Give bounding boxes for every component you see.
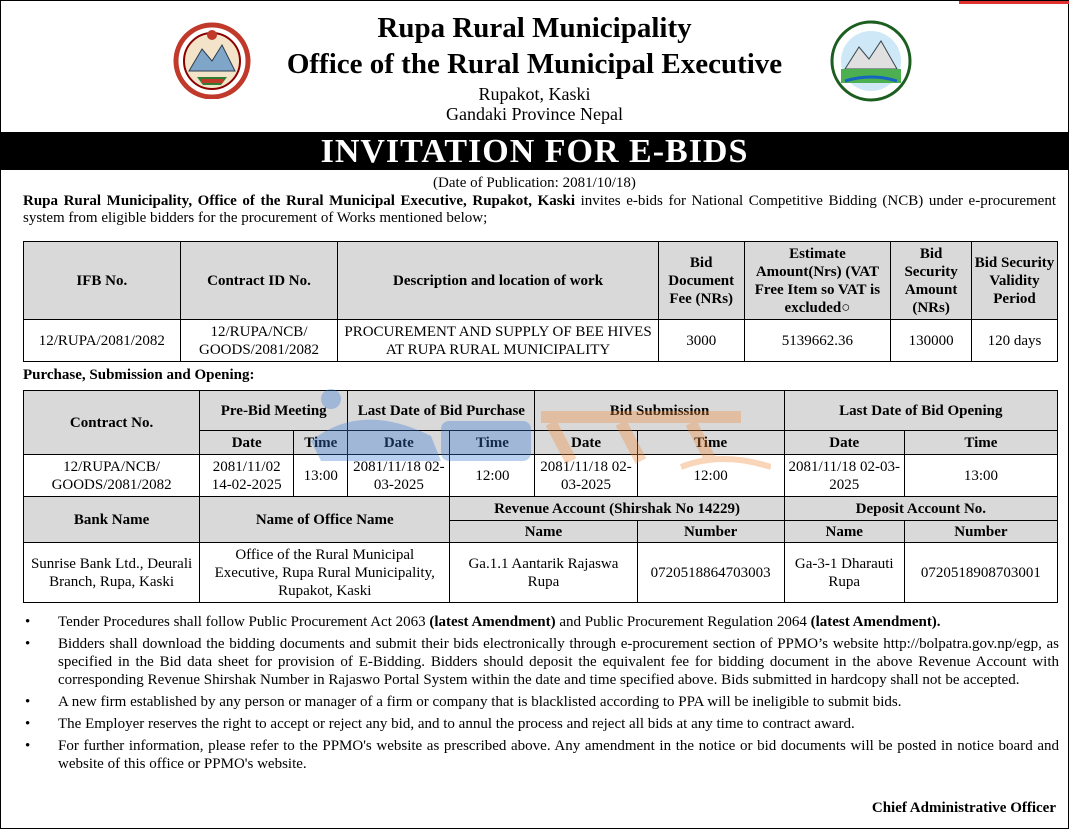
- rupa-municipality-logo-icon: [827, 19, 915, 103]
- col-prebid: Pre-Bid Meeting: [200, 391, 348, 431]
- cell-revenue-number: 0720518864703003: [637, 543, 784, 603]
- cell-opening-date: 2081/11/18 02-03-2025: [784, 455, 904, 497]
- cell-security: 130000: [891, 320, 972, 362]
- office-province: Gandaki Province Nepal: [446, 104, 623, 124]
- intro-paragraph: [1, 193, 1068, 227]
- cell-ifb: 12/RUPA/2081/2082: [24, 320, 181, 362]
- ifb-table: [23, 241, 1058, 362]
- cell-prebid-date: 2081/11/02 14-02-2025: [200, 455, 294, 497]
- cell-purchase-date: 2081/11/18 02-03-2025: [348, 455, 450, 497]
- col-purchase-date: Date: [348, 431, 450, 455]
- municipality-name: Rupa Rural Municipality: [377, 12, 692, 44]
- cell-deposit-number: 0720518908703001: [904, 543, 1057, 603]
- intro-text: invites e-bids for National Competitive Bidding (NCB) under e-procurement system from eligible bidders for the procurement of Works mentioned below;: [23, 193, 1056, 226]
- cell-validity: 120 days: [972, 320, 1058, 362]
- cell-revenue-name: Ga.1.1 Aantarik Rajaswa Rupa: [450, 543, 637, 603]
- signature-title: Chief Administrative Officer: [871, 800, 1056, 816]
- col-deposit-name: Name: [784, 521, 904, 543]
- cell-submission-time: 12:00: [637, 455, 784, 497]
- col-opening-time: Time: [904, 431, 1057, 455]
- col-submission-date: Date: [535, 431, 637, 455]
- cell-estimate: 5139662.36: [744, 320, 891, 362]
- notice-title-banner: INVITATION FOR E-BIDS: [1, 132, 1068, 170]
- list-item: • For further information, please refer to the PPMO's website as prescribed above. Any amendment in the notice or bid documents will be posted in notice board and website of this office or PPMO's website.: [23, 737, 1059, 773]
- col-fee: Bid Document Fee (NRs): [658, 242, 744, 320]
- col-estimate: Estimate Amount(Nrs) (VAT Free Item so VAT is excluded○: [744, 242, 891, 320]
- list-item: • Bidders shall download the bidding documents and submit their bids electronically through e-procurement section of PPMO’s website http://bolpatra.gov.np/egp, as specified in the Bid data sheet for provision of E-Bidding. Bidders should deposit the equivalent fee for bidding document in the above Revenue Account with corresponding Revenue Shirshak Number in Rajaswo Portal System within the date and time specified above. Bids submitted in hardcopy shall not be accepted.: [23, 635, 1059, 689]
- table-row: [24, 455, 1058, 497]
- publication-date: (Date of Publication: 2081/10/18): [433, 175, 636, 191]
- col-description: Description and location of work: [338, 242, 658, 320]
- cell-deposit-name: Ga-3-1 Dharauti Rupa: [784, 543, 904, 603]
- col-deposit: Deposit Account No.: [784, 497, 1057, 521]
- bullet-bold: (latest Amendment).: [810, 614, 941, 630]
- cell-purchase-time: 12:00: [450, 455, 535, 497]
- cell-contract-no: 12/RUPA/NCB/ GOODS/2081/2082: [24, 455, 200, 497]
- col-contract-id: Contract ID No.: [180, 242, 338, 320]
- cell-description: PROCUREMENT AND SUPPLY OF BEE HIVES AT RUPA RURAL MUNICIPALITY: [338, 320, 658, 362]
- bullet-text: and Public Procurement Regulation 2064: [555, 614, 811, 630]
- office-name: Office of the Rural Municipal Executive: [286, 48, 783, 80]
- col-purchase: Last Date of Bid Purchase: [348, 391, 535, 431]
- list-item: • A new firm established by any person or manager of a firm or company that is blacklisted according to PPA will be ineligible to submit bids.: [23, 693, 1059, 711]
- cell-prebid-time: 13:00: [294, 455, 348, 497]
- col-submission-time: Time: [637, 431, 784, 455]
- col-purchase-time: Time: [450, 431, 535, 455]
- office-location: Rupakot, Kaski: [478, 84, 591, 104]
- col-revenue-number: Number: [637, 521, 784, 543]
- terms-list: [23, 613, 1059, 777]
- col-submission: Bid Submission: [535, 391, 784, 431]
- list-item: [23, 613, 1059, 631]
- cell-fee: 3000: [658, 320, 744, 362]
- col-validity: Bid Security Validity Period: [972, 242, 1058, 320]
- cell-contract-id: 12/RUPA/NCB/ GOODS/2081/2082: [180, 320, 338, 362]
- table-row: [24, 320, 1058, 362]
- col-office: Name of Office Name: [200, 497, 450, 543]
- col-security: Bid Security Amount (NRs): [891, 242, 972, 320]
- col-bank: Bank Name: [24, 497, 200, 543]
- section-title: Purchase, Submission and Opening:: [23, 367, 255, 383]
- nepal-emblem-icon: [167, 19, 257, 99]
- intro-bold: Rupa Rural Municipality, Office of the Rural Municipal Executive, Rupakot, Kaski: [23, 193, 576, 209]
- notice-header: [1, 1, 1068, 132]
- table-row: [24, 543, 1058, 603]
- col-prebid-date: Date: [200, 431, 294, 455]
- col-opening-date: Date: [784, 431, 904, 455]
- schedule-table: [23, 390, 1058, 603]
- col-deposit-number: Number: [904, 521, 1057, 543]
- cell-bank: Sunrise Bank Ltd., Deurali Branch, Rupa, Kaski: [24, 543, 200, 603]
- cell-office: Office of the Rural Municipal Executive, Rupa Rural Municipality, Rupakot, Kaski: [200, 543, 450, 603]
- list-item: • The Employer reserves the right to accept or reject any bid, and to annul the process and reject all bids at any time to contract award.: [23, 715, 1059, 733]
- col-contract-no: Contract No.: [24, 391, 200, 455]
- cell-opening-time: 13:00: [904, 455, 1057, 497]
- col-prebid-time: Time: [294, 431, 348, 455]
- bullet-text: Tender Procedures shall follow Public Procurement Act 2063: [58, 614, 430, 630]
- cell-submission-date: 2081/11/18 02-03-2025: [535, 455, 637, 497]
- col-opening: Last Date of Bid Opening: [784, 391, 1057, 431]
- col-revenue-name: Name: [450, 521, 637, 543]
- col-ifb: IFB No.: [24, 242, 181, 320]
- col-revenue: Revenue Account (Shirshak No 14229): [450, 497, 784, 521]
- bullet-bold: (latest Amendment): [429, 614, 556, 630]
